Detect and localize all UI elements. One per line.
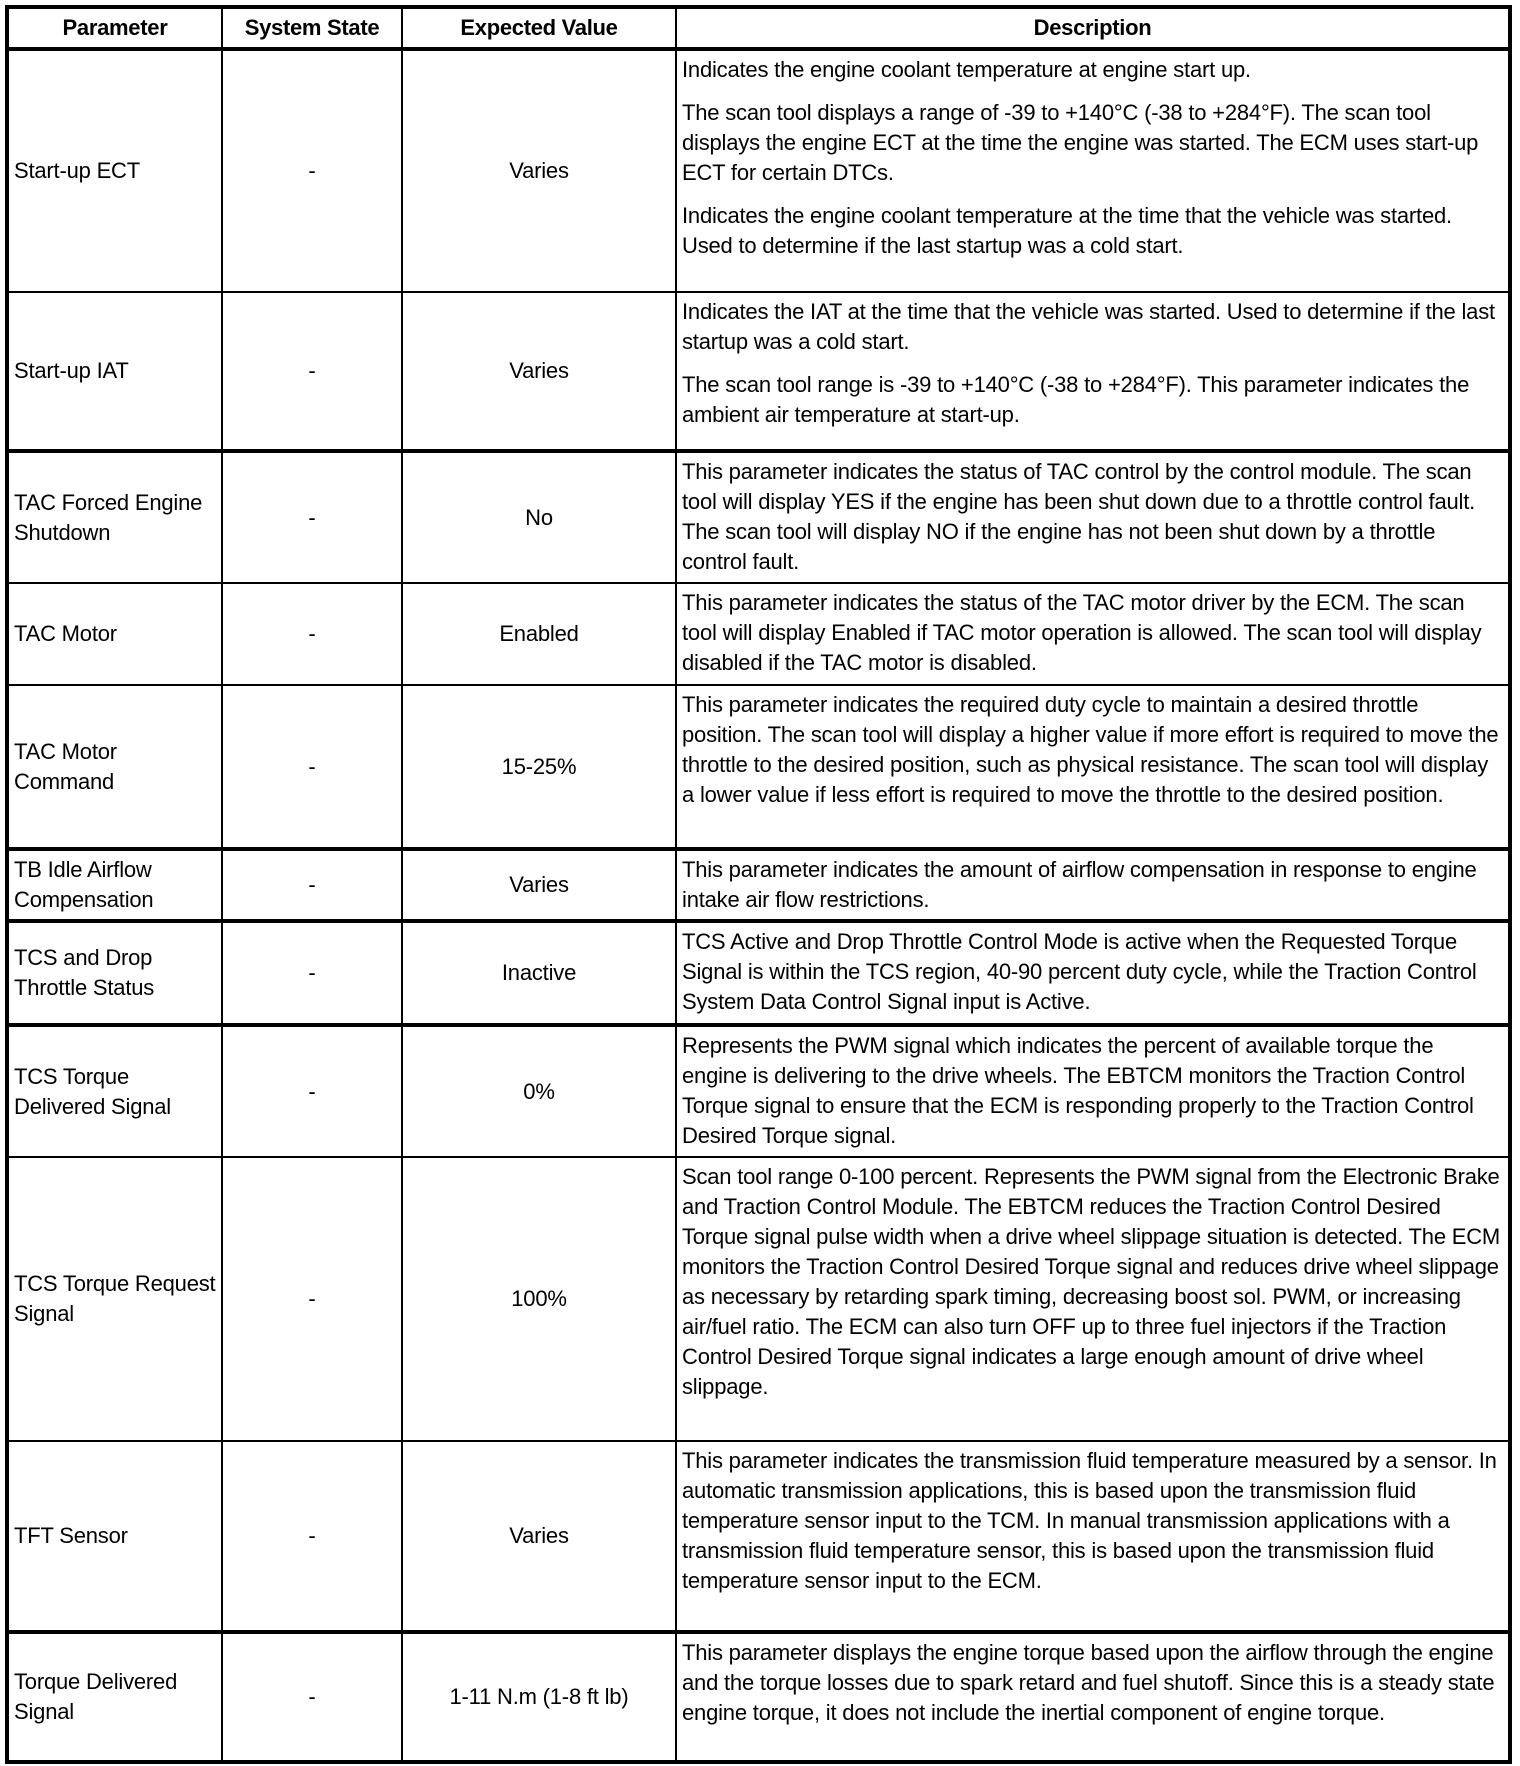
description-cell bbox=[676, 685, 1510, 849]
system-state-cell: - bbox=[222, 451, 402, 583]
description-paragraph: Represents the PWM signal which indicates the percent of available torque the engine is delivering to the drive wheels. The EBTCM monitors the Traction Control Torque signal to ensure that the ECM is responding properly to the Traction Control Desired Torque signal. bbox=[682, 1033, 1474, 1148]
expected-value-cell: Inactive bbox=[402, 921, 676, 1025]
parameter-cell: TCS Torque Request Signal bbox=[7, 1157, 222, 1441]
expected-value-cell: 1-11 N.m (1-8 ft lb) bbox=[402, 1632, 676, 1762]
system-state-cell: - bbox=[222, 685, 402, 849]
system-state-cell: - bbox=[222, 1157, 402, 1441]
table-row bbox=[7, 1157, 1510, 1441]
description-paragraph: Indicates the IAT at the time that the vehicle was started. Used to determine if the last startup was a cold start. bbox=[682, 299, 1495, 354]
system-state-cell: - bbox=[222, 292, 402, 451]
description-cell bbox=[676, 1441, 1510, 1632]
description-paragraph: This parameter indicates the status of the TAC motor driver by the ECM. The scan tool will display Enabled if TAC motor operation is allowed. The scan tool will display disabled if the TAC motor is disabled. bbox=[682, 590, 1482, 675]
description-cell bbox=[676, 1632, 1510, 1762]
system-state-cell: - bbox=[222, 1441, 402, 1632]
expected-value-cell: 100% bbox=[402, 1157, 676, 1441]
expected-value-cell: No bbox=[402, 451, 676, 583]
expected-value-cell: Varies bbox=[402, 49, 676, 292]
expected-value-cell: 0% bbox=[402, 1025, 676, 1157]
table-body bbox=[7, 49, 1510, 1762]
table-row bbox=[7, 49, 1510, 292]
expected-value-cell: Enabled bbox=[402, 583, 676, 685]
system-state-cell: - bbox=[222, 849, 402, 921]
description-paragraph: Indicates the engine coolant temperature at the time that the vehicle was started. Used to determine if the last startup was a cold start. bbox=[682, 203, 1452, 258]
description-paragraph: Scan tool range 0-100 percent. Represents the PWM signal from the Electronic Brake and Traction Control Module. The EBTCM reduces the Traction Control Desired Torque signal pulse width when a drive wheel slippage situation is detected. The ECM monitors the Traction Control Desired Torque signal and reduces drive wheel slippage as necessary by retarding spark timing, decreasing boost sol. PWM, or increasing air/fuel ratio. The ECM can also turn OFF up to three fuel injectors if the Traction Control Desired Torque signal indicates a large enough amount of drive wheel slippage. bbox=[682, 1164, 1501, 1399]
table-row bbox=[7, 1632, 1510, 1762]
description-paragraph: This parameter displays the engine torque based upon the airflow through the engine and the torque losses due to spark retard and fuel shutoff. Since this is a steady state engine torque, it does not include the inertial component of engine torque. bbox=[682, 1640, 1495, 1725]
scan-tool-data-table bbox=[5, 5, 1512, 1764]
system-state-cell: - bbox=[222, 921, 402, 1025]
description-paragraph: This parameter indicates the transmission fluid temperature measured by a sensor. In automatic transmission applications, this is based upon the transmission fluid temperature sensor input to the TCM. In manual transmission applications with a transmission fluid temperature sensor, this is based upon the transmission fluid temperature sensor input to the ECM. bbox=[682, 1448, 1497, 1593]
expected-value-cell: Varies bbox=[402, 1441, 676, 1632]
description-paragraph: TCS Active and Drop Throttle Control Mode is active when the Requested Torque Signal is within the TCS region, 40-90 percent duty cycle, while the Traction Control System Data Control Signal input is Active. bbox=[682, 929, 1477, 1014]
header-parameter: Parameter bbox=[7, 7, 222, 49]
system-state-cell: - bbox=[222, 1025, 402, 1157]
parameter-cell: TAC Forced Engine Shutdown bbox=[7, 451, 222, 583]
header-system-state: System State bbox=[222, 7, 402, 49]
parameter-cell: Start-up IAT bbox=[7, 292, 222, 451]
description-cell bbox=[676, 921, 1510, 1025]
description-cell bbox=[676, 1157, 1510, 1441]
parameter-cell: Start-up ECT bbox=[7, 49, 222, 292]
header-row bbox=[7, 7, 1510, 49]
table-header bbox=[7, 7, 1510, 49]
header-expected-value: Expected Value bbox=[402, 7, 676, 49]
table-row bbox=[7, 451, 1510, 583]
description-paragraph: Indicates the engine coolant temperature at engine start up. bbox=[682, 57, 1251, 82]
parameter-cell: TAC Motor Command bbox=[7, 685, 222, 849]
table-row bbox=[7, 685, 1510, 849]
parameter-cell: TB Idle Airflow Compensation bbox=[7, 849, 222, 921]
description-paragraph: The scan tool range is -39 to +140°C (-38 to +284°F). This parameter indicates the ambient air temperature at start-up. bbox=[682, 372, 1470, 427]
system-state-cell: - bbox=[222, 1632, 402, 1762]
parameter-cell: Torque Delivered Signal bbox=[7, 1632, 222, 1762]
expected-value-cell: 15-25% bbox=[402, 685, 676, 849]
table-row bbox=[7, 583, 1510, 685]
header-description: Description bbox=[676, 7, 1510, 49]
parameter-cell: TFT Sensor bbox=[7, 1441, 222, 1632]
description-cell bbox=[676, 583, 1510, 685]
expected-value-cell: Varies bbox=[402, 292, 676, 451]
parameter-cell: TCS Torque Delivered Signal bbox=[7, 1025, 222, 1157]
description-cell bbox=[676, 292, 1510, 451]
table-row bbox=[7, 921, 1510, 1025]
table-row bbox=[7, 1441, 1510, 1632]
table-row bbox=[7, 292, 1510, 451]
table-row bbox=[7, 1025, 1510, 1157]
table-row bbox=[7, 849, 1510, 921]
description-cell bbox=[676, 1025, 1510, 1157]
system-state-cell: - bbox=[222, 49, 402, 292]
parameter-cell: TAC Motor bbox=[7, 583, 222, 685]
description-paragraph: The scan tool displays a range of -39 to +140°C (-38 to +284°F). The scan tool displays the engine ECT at the time the engine was started. The ECM uses start-up ECT for certain DTCs. bbox=[682, 100, 1479, 185]
description-cell bbox=[676, 849, 1510, 921]
description-paragraph: This parameter indicates the required duty cycle to maintain a desired throttle position. The scan tool will display a higher value if more effort is required to move the throttle to the desired position, such as physical resistance. The scan tool will display a lower value if less effort is required to move the throttle to the desired position. bbox=[682, 692, 1499, 807]
system-state-cell: - bbox=[222, 583, 402, 685]
description-paragraph: This parameter indicates the status of TAC control by the control module. The scan tool will display YES if the engine has been shut down due to a throttle control fault. The scan tool will display NO if the engine has not been shut down by a throttle control fault. bbox=[682, 459, 1476, 574]
description-cell bbox=[676, 451, 1510, 583]
expected-value-cell: Varies bbox=[402, 849, 676, 921]
description-paragraph: This parameter indicates the amount of airflow compensation in response to engine intake air flow restrictions. bbox=[682, 857, 1477, 912]
description-cell bbox=[676, 49, 1510, 292]
parameter-cell: TCS and Drop Throttle Status bbox=[7, 921, 222, 1025]
